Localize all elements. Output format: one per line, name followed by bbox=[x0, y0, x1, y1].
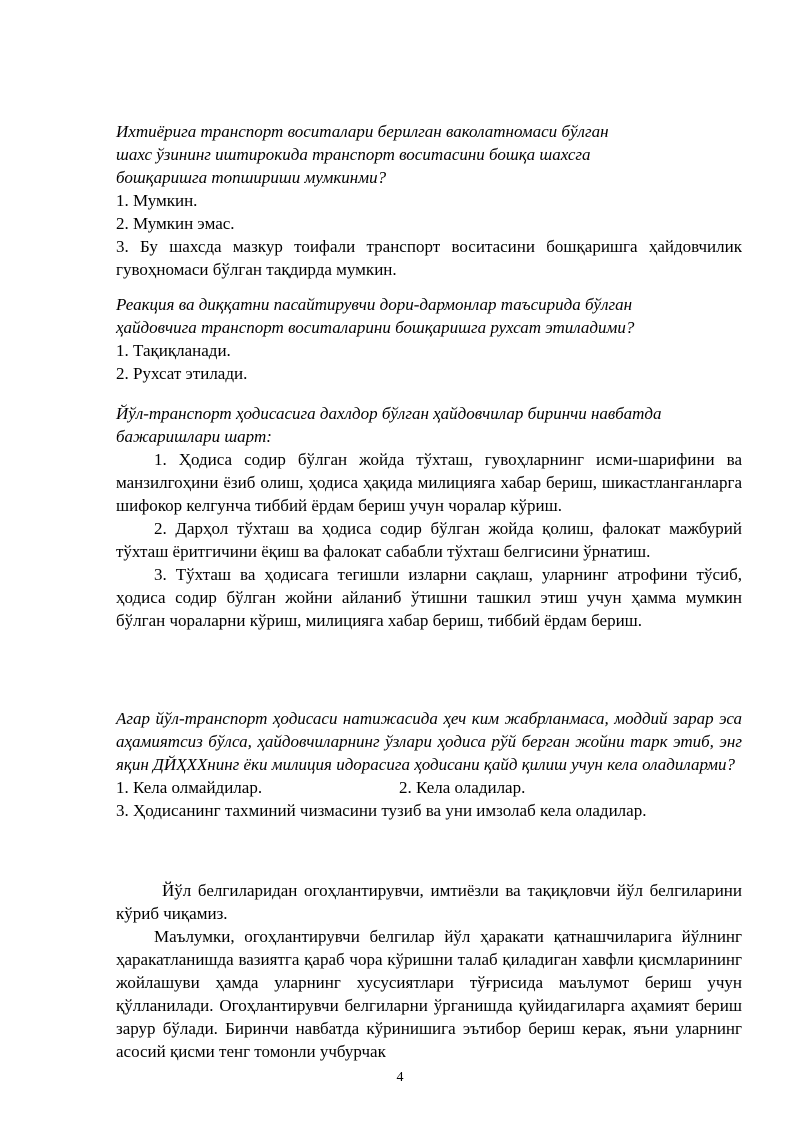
question-block-4 bbox=[116, 707, 742, 822]
answer-option: 3. Тўхташ ва ҳодисага тегишли изларни сақлаш, уларнинг атрофини тўсиб, ҳодиса содир бўлган жойни айланиб ўтишни ташкил этиш учун ҳамма мумкин бўлган чораларни кўриш, милицияга хабар бериш, тиббий ёрдам бериш. bbox=[116, 565, 742, 630]
paragraph: Маълумки, огоҳлантирувчи белгилар йўл ҳаракати қатнашчиларига йўлнинг ҳаракатланишда вазиятга қараб чора кўришни талаб қиладиган хавфли қисмларининг жойлашуви ҳамда уларнинг хусусиятлари тўғрисида маълумот бериш учун қўлланилади. Огоҳлантирувчи белгиларни ўрганишда қуйидагиларга аҳамият бериш зарур бўлади. Биринчи навбатда кўринишига эътибор бериш керак, яъни уларнинг асосий қисми тенг томонли учбурчак bbox=[116, 927, 742, 1061]
answer-option: 1. Тақиқланади. bbox=[116, 341, 231, 360]
question-text: бошқаришга топшириши мумкинми? bbox=[116, 168, 387, 187]
answer-option: 2. Рухсат этилади. bbox=[116, 364, 248, 383]
answer-row bbox=[116, 776, 742, 799]
question-text: Реакция ва диққатни пасайтирувчи дори-дармонлар таъсирида бўлган bbox=[116, 295, 633, 314]
answer-option: 2. Кела оладилар. bbox=[399, 778, 526, 797]
question-text: Ихтиёрига транспорт воситалари берилган ваколатномаси бўлган bbox=[116, 122, 609, 141]
answer-option: 2. Дарҳол тўхташ ва ҳодиса содир бўлган жойда қолиш, фалокат мажбурий тўхташ ёритгичини ёқиш ва фалокат сабабли тўхташ белгисини ўрнатиш. bbox=[116, 519, 742, 561]
page-number: 4 bbox=[396, 1070, 404, 1085]
answer-option: 1. Ҳодиса содир бўлган жойда тўхташ, гувоҳларнинг исми-шарифини ва манзилгоҳини ёзиб олиш, ҳодиса ҳақида милицияга хабар бериш, шикастланганларга шифокор келгунча тиббий ёрдам бериш учун чоралар кўриш. bbox=[116, 450, 742, 515]
question-block-2 bbox=[116, 293, 742, 385]
question-block-1 bbox=[116, 120, 742, 281]
answer-option: 1. Кела олмайдилар. bbox=[116, 778, 263, 797]
question-text: шахс ўзининг иштирокида транспорт воситасини бошқа шахсга bbox=[116, 145, 591, 164]
answer-option: 2. Мумкин эмас. bbox=[116, 214, 235, 233]
question-text: Йўл-транспорт ҳодисасига дахлдор бўлган ҳайдовчилар биринчи навбатда bbox=[116, 404, 662, 423]
body-text bbox=[116, 879, 742, 1063]
answer-option: 1. Мумкин. bbox=[116, 191, 198, 210]
paragraph: Йўл белгиларидан огоҳлантирувчи, имтиёзли ва тақиқловчи йўл белгиларини кўриб чиқамиз. bbox=[116, 881, 742, 923]
answer-option: 3. Бу шахсда мазкур тоифали транспорт воситасини бошқаришга ҳайдовчилик гувоҳномаси бўлган тақдирда мумкин. bbox=[116, 237, 742, 279]
answer-option: 3. Ҳодисанинг тахминий чизмасини тузиб ва уни имзолаб кела оладилар. bbox=[116, 801, 647, 820]
question-block-3 bbox=[116, 402, 742, 632]
question-text: Агар йўл-транспорт ҳодисаси натижасида ҳеч ким жабрланмаса, моддий зарар эса аҳамиятсиз бўлса, ҳайдовчиларнинг ўзлари ҳодиса рўй берган жойни тарк этиб, энг яқин ДЙҲХХнинг ёки милиция идорасига ҳодисани қайд қилиш учун кела оладиларми? bbox=[116, 709, 742, 774]
question-text: ҳайдовчига транспорт воситаларини бошқаришга рухсат этиладими? bbox=[116, 318, 635, 337]
question-text: бажаришлари шарт: bbox=[116, 427, 272, 446]
